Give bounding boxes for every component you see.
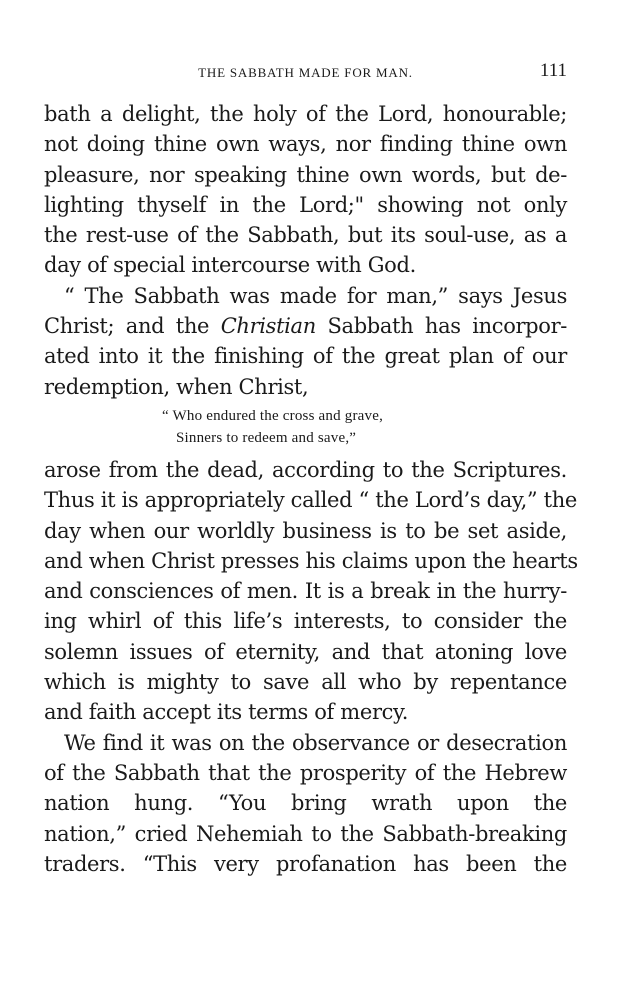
text-line: lighting thyself in the Lord;" showing not only: [44, 192, 567, 217]
text-line: solemn issues of eternity, and that atoning love: [44, 639, 567, 664]
paragraph-1: [44, 99, 567, 281]
verse-quote: [44, 405, 567, 449]
text-line: day when our worldly business is to be set aside,: [44, 518, 567, 543]
text-line: arose from the dead, according to the Scriptures.: [44, 457, 567, 482]
text-line: and when Christ presses his claims upon the hearts: [44, 548, 578, 573]
running-title: THE SABBATH MADE FOR MAN.: [198, 65, 413, 80]
quote-line: Sinners to redeem and save,”: [176, 429, 357, 446]
text-line: of the Sabbath that the prosperity of the Hebrew: [44, 760, 567, 785]
text-line: and faith accept its terms of mercy.: [44, 700, 409, 725]
text-segment: Sabbath has incorpor-: [315, 314, 567, 339]
page-number: 111: [539, 60, 567, 81]
paragraph-2: [44, 281, 567, 402]
text-line: Thus it is appropriately called “ the Lord’s day,” the: [44, 488, 577, 513]
text-line: pleasure, nor speaking thine own words, but de-: [44, 162, 567, 187]
text-line: ated into it the finishing of the great plan of our: [44, 344, 567, 369]
text-line: day of special intercourse with God.: [44, 253, 416, 278]
paragraph-4: [44, 728, 567, 879]
text-line: not doing thine own ways, nor finding thine own: [44, 132, 567, 157]
text-segment: Christ; and the: [44, 314, 221, 339]
quote-line: “ Who endured the cross and grave,: [162, 407, 384, 424]
paragraph-3: [44, 455, 578, 728]
running-head: [44, 60, 567, 86]
text-line: nation hung. “You bring wrath upon the: [44, 791, 567, 816]
text-line: ing whirl of this life’s interests, to consider the: [44, 609, 567, 634]
text-line: bath a delight, the holy of the Lord, honourable;: [44, 102, 567, 126]
text-line-with-emphasis: [44, 311, 567, 341]
text-line: which is mighty to save all who by repentance: [44, 670, 567, 695]
text-line: and consciences of men. It is a break in the hurry-: [44, 579, 567, 604]
text-line: redemption, when Christ,: [44, 374, 309, 399]
emphasized-word: Christian: [220, 314, 316, 339]
text-line: the rest-use of the Sabbath, but its soul-use, as a: [44, 223, 567, 248]
body-text: [44, 99, 578, 879]
text-line: We find it was on the observance or desecration: [64, 730, 567, 755]
text-line: “ The Sabbath was made for man,” says Jesus: [64, 283, 567, 308]
text-line: nation,” cried Nehemiah to the Sabbath-breaking: [44, 821, 567, 846]
text-line: traders. “This very profanation has been the: [44, 851, 567, 876]
